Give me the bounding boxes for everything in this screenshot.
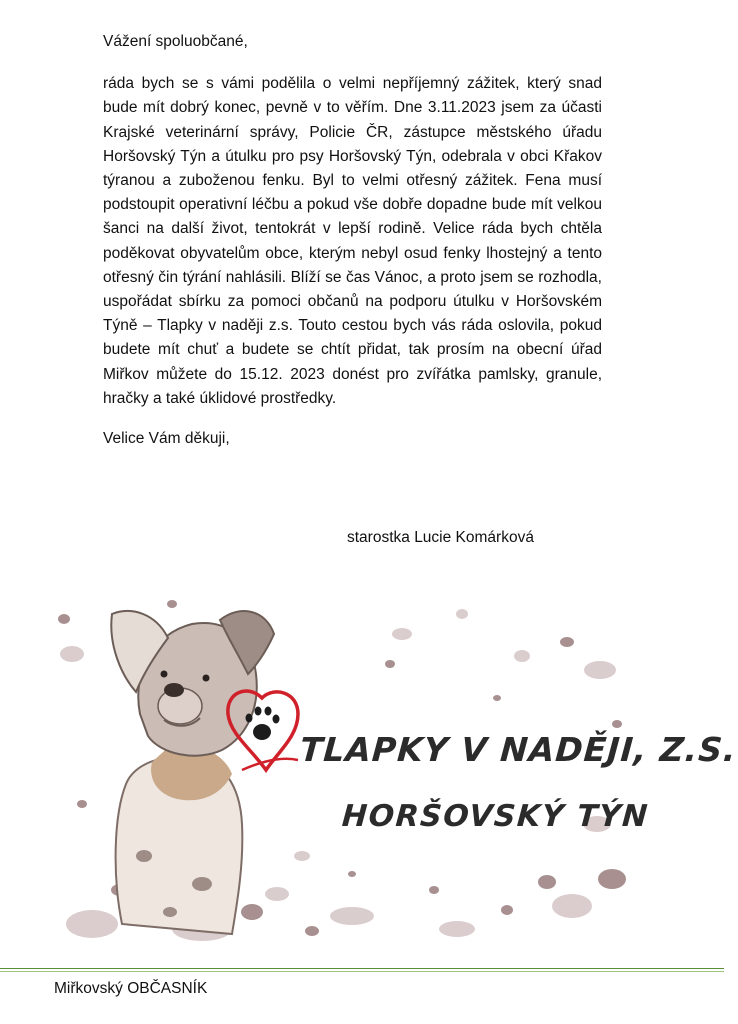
letter xyxy=(103,30,602,451)
dog-illustration xyxy=(111,611,274,934)
footer-publication-name: Miřkovský OBČASNÍK xyxy=(54,980,208,997)
signature: starostka Lucie Komárková xyxy=(347,529,534,546)
footer-rule xyxy=(0,968,724,969)
letter-closing: Velice Vám děkuji, xyxy=(103,430,230,448)
footer-rule-light xyxy=(0,971,724,972)
paint-splatter-background xyxy=(52,594,627,946)
letter-greeting: Vážení spoluobčané, xyxy=(103,33,248,50)
banner-subtitle: HORŠOVSKÝ TÝN xyxy=(340,799,651,834)
banner-title: TLAPKY V NADĚJI, Z.S. xyxy=(298,730,738,769)
shelter-logo-banner xyxy=(52,594,738,946)
letter-body: ráda bych se s vámi podělila o velmi nepříjemný zážitek, který snad bude mít dobrý konec, pevně v to věřím. Dne 3.11.2023 jsem za účasti Krajské veterinární správy, Policie ČR, zástupce městského úřadu Horšovský Týn a útulku pro psy Horšovský Týn, odebrala v obci Křakov týranou a zuboženou fenku. Byl to velmi otřesný zážitek. Fena musí podstoupit operativní léčbu a pokud vše dobře dopadne bude mít velkou šanci na další život, tentokrát v lepší rodině. Velice ráda bych chtěla poděkovat obyvatelům obce, kterým nebyl osud fenky lhostejný a tento otřesný čin týrání nahlásili. Blíží se čas Vánoc, a proto jsem se rozhodla, uspořádat sbírku za pomoci občanů na podporu útulku v Horšovském Týně – Tlapky v naději z.s. Touto cestou bych vás ráda oslovila, pokud budete mít chuť a budete se chtít přidat, tak prosím na obecní úřad Miřkov můžete do 15.12. 2023 donést pro zvířátka pamlsky, granule, hračky a také úklidové prostředky. xyxy=(103,75,602,407)
